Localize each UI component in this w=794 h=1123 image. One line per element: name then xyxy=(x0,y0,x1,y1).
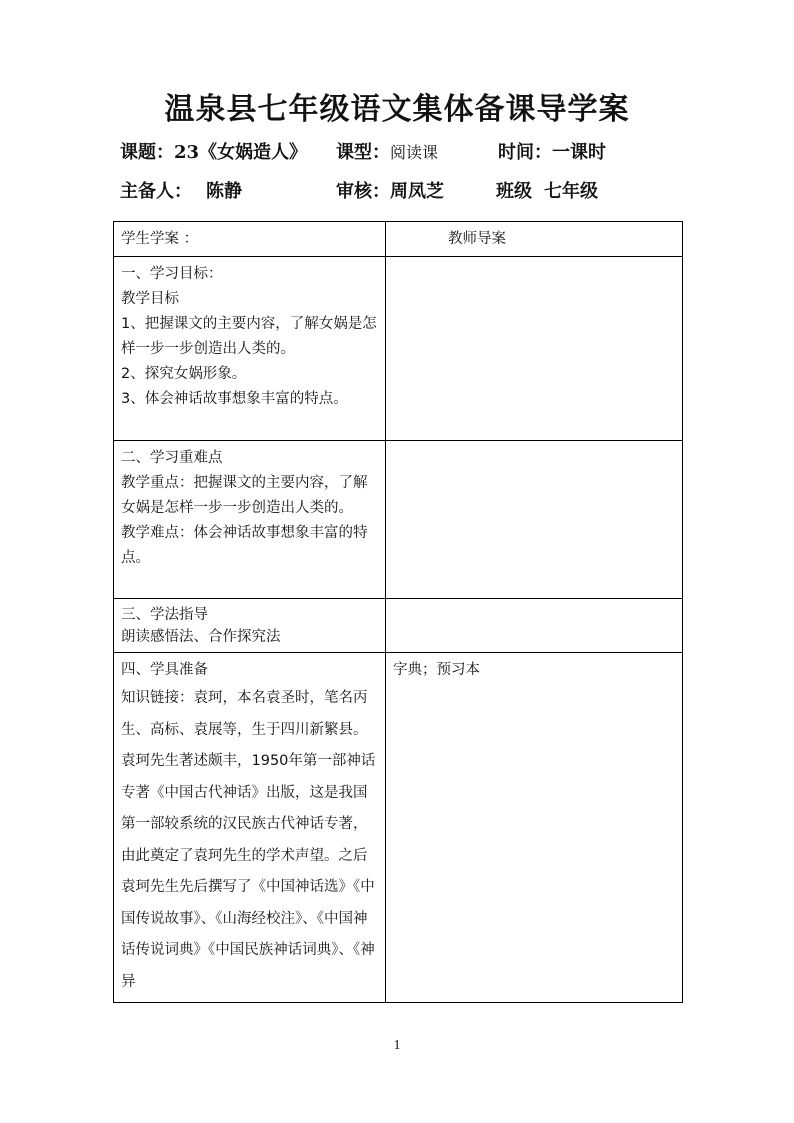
goals-teacher-cell xyxy=(386,257,683,441)
method-cell xyxy=(114,599,386,653)
lesson-plan-table xyxy=(113,221,683,1003)
type-label: 课型： xyxy=(336,142,390,163)
keypoints-focus: 教学重点：把握课文的主要内容，了解女娲是怎样一步一步创造出人类的。 xyxy=(121,475,368,516)
tools-cell xyxy=(114,653,386,1003)
document-title: 温泉县七年级语文集体备课导学案 xyxy=(164,92,630,127)
tools-teacher-note: 字典；预习本 xyxy=(393,662,480,678)
goals-cell xyxy=(114,257,386,441)
table-header-row xyxy=(114,222,683,257)
method-text: 朗读感悟法、合作探究法 xyxy=(121,629,281,645)
goals-heading: 一、学习目标： xyxy=(121,266,223,282)
class-label: 班级 xyxy=(496,181,532,202)
student-plan-header: 学生学案 ： xyxy=(114,222,386,257)
method-row xyxy=(114,599,683,653)
teacher-plan-header: 教师导案 xyxy=(386,222,683,257)
preparer-value: 陈静 xyxy=(206,181,242,202)
method-heading: 三、学法指导 xyxy=(121,607,208,623)
goals-row xyxy=(114,257,683,441)
page-number: 1 xyxy=(393,1038,401,1053)
class-value: 七年级 xyxy=(544,181,598,202)
reviewer-label: 审核： xyxy=(336,181,390,202)
time-label: 时间： xyxy=(498,142,552,163)
goal-item-1: 1、把握课文的主要内容，了解女娲是怎样一步一步创造出人类的。 xyxy=(121,316,377,357)
reviewer-value: 周凤芝 xyxy=(390,181,444,202)
time-value: 一课时 xyxy=(552,142,606,163)
preparer-label: 主备人： xyxy=(120,181,192,202)
topic-value: 23《女娲造人》 xyxy=(174,142,308,163)
goals-sub: 教学目标 xyxy=(121,291,179,307)
keypoints-cell xyxy=(114,441,386,599)
goal-item-2: 2、探究女娲形象。 xyxy=(121,366,247,382)
tools-teacher-cell xyxy=(386,653,683,1003)
keypoints-teacher-cell xyxy=(386,441,683,599)
method-teacher-cell xyxy=(386,599,683,653)
keypoints-row xyxy=(114,441,683,599)
tools-knowledge: 知识链接：袁珂，本名袁圣时，笔名丙生、高标、袁展等，生于四川新繁县。袁珂先生著述颇丰，1950年第一部神话专著《中国古代神话》出版，这是我国第一部较系统的汉民族古代神话专著，由此奠定了袁珂先生的学术声望。之后袁珂先生先后撰写了《中国神话选》《中国传说故事》、《山海经校注》、《中国神话传说词典》《中国民族神话词典》、《神异 xyxy=(121,690,376,990)
type-value: 阅读课 xyxy=(390,143,439,162)
topic-label: 课题： xyxy=(120,142,174,163)
goal-item-3: 3、体会神话故事想象丰富的特点。 xyxy=(121,391,348,407)
tools-row xyxy=(114,653,683,1003)
keypoints-difficulty: 教学难点：体会神话故事想象丰富的特点。 xyxy=(121,525,368,566)
keypoints-heading: 二、学习重难点 xyxy=(121,450,223,466)
tools-heading: 四、学具准备 xyxy=(121,662,208,678)
